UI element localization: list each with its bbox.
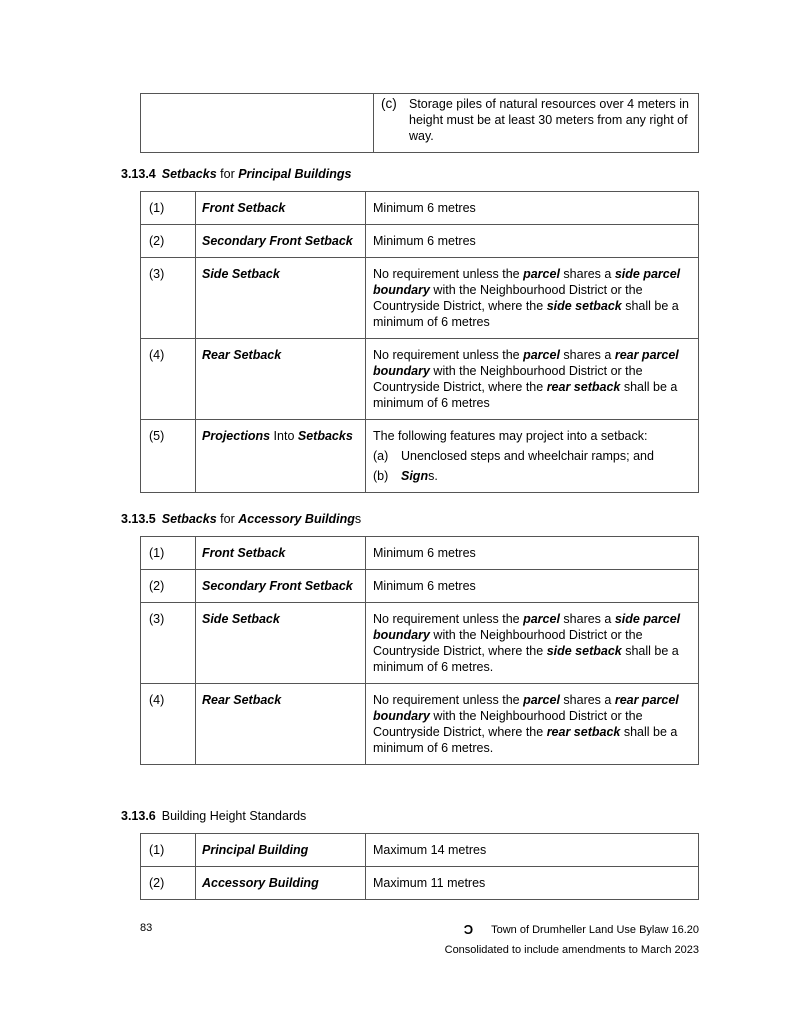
value-text <box>373 578 690 594</box>
value-part: Maximum 14 metres <box>373 843 487 857</box>
title-part: Accessory Building <box>238 512 355 526</box>
table-row <box>141 94 699 153</box>
row-number: (5) <box>141 420 196 493</box>
row-value <box>366 537 699 570</box>
sub-item-letter: (b) <box>373 469 389 483</box>
value-text <box>373 545 690 561</box>
value-part: The following features may project into a setback: <box>373 429 648 443</box>
row-label <box>196 225 366 258</box>
value-part: with the Neighbourhood District or the Countryside District, where the <box>373 709 643 739</box>
row-number: (4) <box>141 339 196 420</box>
row-number: (2) <box>141 225 196 258</box>
continuation-table <box>140 93 699 153</box>
value-part: shares a <box>559 267 615 281</box>
value-part: side setback <box>546 299 622 313</box>
title-part: s <box>354 512 362 526</box>
value-part: No requirement unless the <box>373 612 524 626</box>
row-value <box>366 192 699 225</box>
value-part: No requirement unless the <box>373 267 524 281</box>
row-label <box>196 192 366 225</box>
table-row <box>141 834 699 867</box>
row-number: (2) <box>141 867 196 900</box>
table-row <box>141 684 699 765</box>
table-row <box>141 192 699 225</box>
value-part: parcel <box>523 348 560 362</box>
title-part: Setbacks <box>161 512 217 526</box>
row-value <box>366 225 699 258</box>
table-row <box>141 603 699 684</box>
value-text <box>373 200 690 216</box>
label-part: Secondary Front Setback <box>202 579 353 593</box>
value-part: parcel <box>523 612 560 626</box>
value-part: rear setback <box>546 725 621 739</box>
section-title <box>162 809 307 823</box>
table-row <box>141 225 699 258</box>
value-part: shares a <box>559 693 615 707</box>
section-number: 3.13.6 <box>121 809 156 823</box>
label-part: Projections <box>202 429 271 443</box>
value-part: rear setback <box>546 380 621 394</box>
value-part: with the Neighbourhood District or the Countryside District, where the <box>373 628 643 658</box>
sub-item-part: Unenclosed steps and wheelchair ramps; and <box>401 449 654 463</box>
value-text <box>373 875 690 891</box>
value-text <box>373 692 690 756</box>
page-footer <box>445 922 699 956</box>
sub-item-letter: (a) <box>373 449 389 463</box>
section-heading-3-13-4 <box>121 167 351 181</box>
row-label <box>196 537 366 570</box>
table-row <box>141 420 699 493</box>
title-part: Setbacks <box>161 167 217 181</box>
row-label <box>196 603 366 684</box>
table-row <box>141 570 699 603</box>
value-part: side parcel boundary <box>373 267 681 297</box>
value-part: Minimum 6 metres <box>373 546 476 560</box>
row-number: (1) <box>141 834 196 867</box>
title-part: Building Height Standards <box>161 809 307 823</box>
value-part: shares a <box>559 612 615 626</box>
section-title <box>162 167 352 181</box>
table-row <box>141 339 699 420</box>
label-part: Secondary Front Setback <box>202 234 353 248</box>
principal-building-setbacks-table <box>140 191 699 493</box>
sub-item-text <box>401 468 438 484</box>
sub-item <box>373 448 690 464</box>
sub-item <box>373 468 690 484</box>
value-part: rear parcel boundary <box>373 348 679 378</box>
bylaw-title: Town of Drumheller Land Use Bylaw 16.20 <box>491 924 699 936</box>
empty-cell <box>141 94 374 153</box>
row-label <box>196 570 366 603</box>
value-part: side parcel boundary <box>373 612 681 642</box>
section-number: 3.13.5 <box>121 512 156 526</box>
value-text <box>373 611 690 675</box>
title-part: for <box>216 167 239 181</box>
table-row <box>141 537 699 570</box>
value-part: with the Neighbourhood District or the Countryside District, where the <box>373 283 643 313</box>
table-row <box>141 867 699 900</box>
value-text <box>373 428 690 444</box>
row-label <box>196 420 366 493</box>
row-value <box>366 867 699 900</box>
item-text: Storage piles of natural resources over 4 meters in height must be at least 30 meters from any right of way. <box>409 97 689 143</box>
label-part: Rear Setback <box>202 693 282 707</box>
title-part: for <box>216 512 239 526</box>
row-number: (3) <box>141 258 196 339</box>
row-value <box>366 420 699 493</box>
sub-item-text <box>401 448 654 464</box>
value-part: parcel <box>523 267 560 281</box>
row-value <box>366 684 699 765</box>
value-part: Maximum 11 metres <box>373 876 486 890</box>
sub-item-part: Sign <box>401 469 429 483</box>
value-part: shall be a minimum of 6 metres. <box>373 644 679 674</box>
value-text <box>373 347 690 411</box>
consolidated-note: Consolidated to include amendments to March 2023 <box>444 944 699 956</box>
section-heading-3-13-5 <box>121 512 361 526</box>
row-value <box>366 570 699 603</box>
row-value <box>366 258 699 339</box>
value-part: No requirement unless the <box>373 693 524 707</box>
value-part: Minimum 6 metres <box>373 201 476 215</box>
value-part: side setback <box>546 644 622 658</box>
accessory-building-setbacks-table <box>140 536 699 765</box>
label-part: Rear Setback <box>202 348 282 362</box>
section-title <box>162 512 361 526</box>
building-height-table <box>140 833 699 900</box>
label-part: Principal Building <box>202 843 309 857</box>
page-number: 83 <box>140 922 153 934</box>
row-number: (1) <box>141 537 196 570</box>
value-text <box>373 233 690 249</box>
value-part: Minimum 6 metres <box>373 579 476 593</box>
label-part: Front Setback <box>202 201 286 215</box>
table-row <box>141 258 699 339</box>
label-part: Into <box>270 429 298 443</box>
value-part: shall be a minimum of 6 metres <box>373 299 679 329</box>
row-label <box>196 867 366 900</box>
row-number: (1) <box>141 192 196 225</box>
sub-item-part: s. <box>428 469 438 483</box>
value-part: Minimum 6 metres <box>373 234 476 248</box>
row-label <box>196 834 366 867</box>
value-part: No requirement unless the <box>373 348 524 362</box>
value-part: shall be a minimum of 6 metres <box>373 380 678 410</box>
value-text <box>373 842 690 858</box>
item-letter: (c) <box>381 96 397 111</box>
row-number: (3) <box>141 603 196 684</box>
row-value <box>366 834 699 867</box>
label-part: Side Setback <box>202 267 280 281</box>
value-part: shall be a minimum of 6 metres. <box>373 725 678 755</box>
label-part: Accessory Building <box>202 876 319 890</box>
value-text <box>373 266 690 330</box>
value-part: with the Neighbourhood District or the Countryside District, where the <box>373 364 643 394</box>
row-value <box>366 603 699 684</box>
value-part: parcel <box>523 693 560 707</box>
row-number: (4) <box>141 684 196 765</box>
label-part: Side Setback <box>202 612 280 626</box>
section-heading-3-13-6 <box>121 809 306 823</box>
label-part: Setbacks <box>297 429 353 443</box>
label-part: Front Setback <box>202 546 286 560</box>
row-label <box>196 684 366 765</box>
row-number: (2) <box>141 570 196 603</box>
value-part: shares a <box>559 348 615 362</box>
row-label <box>196 339 366 420</box>
title-part: Principal Buildings <box>238 167 352 181</box>
town-logo-icon: Ɔ <box>463 922 474 937</box>
section-number: 3.13.4 <box>121 167 156 181</box>
row-value <box>366 339 699 420</box>
value-part: rear parcel boundary <box>373 693 679 723</box>
row-label <box>196 258 366 339</box>
storage-piles-cell <box>374 94 699 153</box>
